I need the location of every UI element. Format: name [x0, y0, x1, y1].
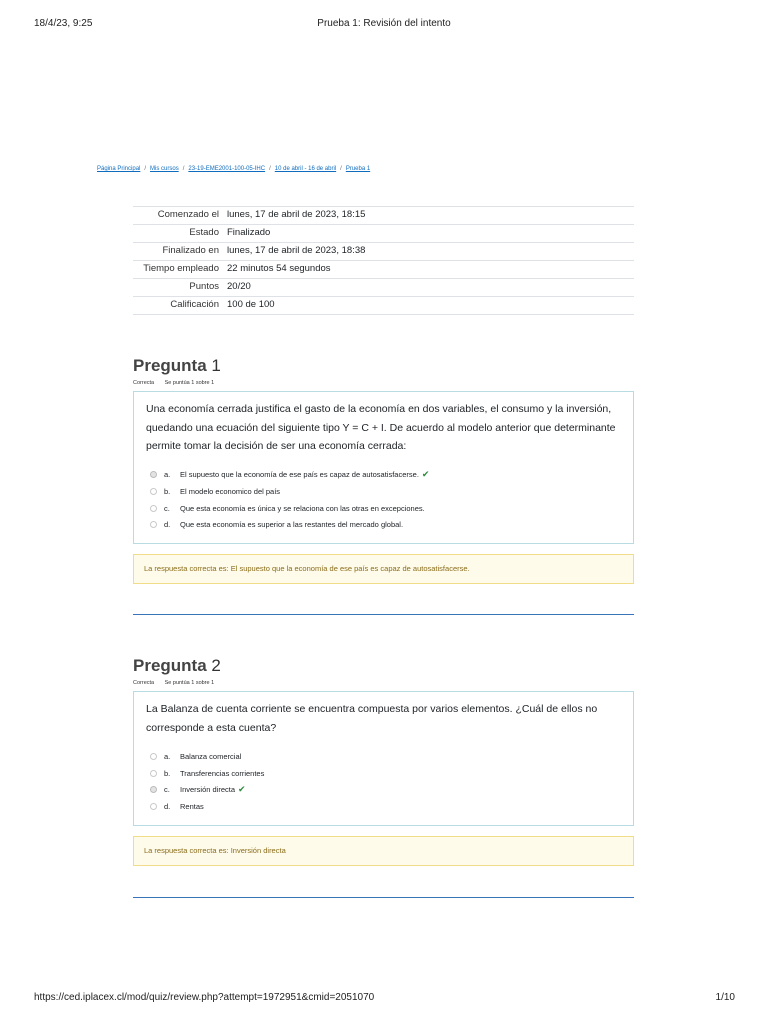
- question-info: [133, 380, 634, 388]
- summary-row: [133, 279, 634, 297]
- option-letter: b.: [164, 487, 171, 497]
- summary-value: 100 de 100: [227, 299, 275, 310]
- answer-option-d[interactable]: [146, 798, 621, 815]
- breadcrumb: [97, 166, 370, 172]
- print-title: Prueba 1: Revisión del intento: [317, 18, 451, 29]
- summary-row: [133, 261, 634, 279]
- breadcrumb-week[interactable]: 10 de abril - 16 de abril: [274, 166, 337, 172]
- question-status: Correcta: [133, 380, 155, 386]
- breadcrumb-separator: /: [144, 166, 147, 172]
- question-grade: Se puntúa 1 sobre 1: [164, 680, 215, 686]
- print-url: https://ced.iplacex.cl/mod/quiz/review.php?attempt=1972951&cmid=2051070: [34, 992, 375, 1003]
- option-text: Rentas: [180, 801, 204, 811]
- question-title: [133, 356, 634, 376]
- radio-icon[interactable]: [150, 505, 157, 512]
- correct-answer-feedback: La respuesta correcta es: El supuesto que la economía de ese país es capaz de autosatisfacerse.: [133, 554, 634, 584]
- option-letter: a.: [164, 470, 171, 480]
- question-title: [133, 656, 634, 676]
- print-page-number: 1/10: [715, 992, 735, 1003]
- option-text: Balanza comercial: [180, 751, 242, 761]
- answer-option-b[interactable]: [146, 765, 621, 782]
- question-box: [133, 691, 634, 826]
- question-divider: [133, 614, 634, 615]
- option-letter: d.: [164, 801, 171, 811]
- question-box: [133, 391, 634, 544]
- question-text: Una economía cerrada justifica el gasto de la economía en dos variables, el consumo y la inversión, quedando una ecuación del siguiente tipo Y = C + I. De acuerdo al modelo anterior que determinante permite tomar la decisión de ser una economía cerrada:: [146, 403, 616, 452]
- question-text: La Balanza de cuenta corriente se encuentra compuesta por varios elementos. ¿Cuál de ellos no corresponde a esta cuenta?: [146, 703, 598, 734]
- option-text: El modelo economico del país: [180, 487, 281, 497]
- option-letter: c.: [164, 503, 170, 513]
- question-1: [133, 356, 634, 584]
- summary-label: Estado: [189, 227, 219, 238]
- summary-label: Tiempo empleado: [143, 263, 219, 274]
- summary-value: Finalizado: [227, 227, 271, 238]
- option-letter: a.: [164, 751, 171, 761]
- option-text: Inversión directa: [180, 785, 236, 795]
- breadcrumb-separator: /: [269, 166, 271, 172]
- question-divider: [133, 897, 634, 898]
- question-status: Correcta: [133, 680, 155, 686]
- question-word: Pregunta: [133, 356, 207, 375]
- radio-icon[interactable]: [150, 753, 157, 760]
- breadcrumb-course[interactable]: 23-19-EME2001-100-05-IHC: [188, 166, 266, 172]
- print-header: [0, 18, 768, 32]
- summary-value: lunes, 17 de abril de 2023, 18:38: [227, 245, 366, 256]
- breadcrumb-home[interactable]: Página Principal: [97, 166, 141, 172]
- radio-icon[interactable]: [150, 786, 157, 793]
- option-text: El supuesto que la economía de ese país es capaz de autosatisfacerse.: [180, 470, 419, 480]
- radio-icon[interactable]: [150, 770, 157, 777]
- answer-option-a[interactable]: [146, 748, 621, 765]
- summary-label: Puntos: [189, 281, 219, 292]
- question-number: 1: [211, 356, 221, 375]
- question-word: Pregunta: [133, 656, 207, 675]
- summary-value: lunes, 17 de abril de 2023, 18:15: [227, 209, 366, 220]
- option-text: Transferencias corrientes: [180, 768, 265, 778]
- check-icon: ✔: [421, 469, 430, 480]
- summary-label: Finalizado en: [162, 245, 219, 256]
- answer-option-b[interactable]: [146, 483, 621, 500]
- summary-value: 22 minutos 54 segundos: [227, 263, 331, 274]
- question-info: [133, 680, 634, 688]
- breadcrumb-separator: /: [182, 166, 185, 172]
- answer-option-a[interactable]: [146, 467, 621, 484]
- radio-icon[interactable]: [150, 471, 157, 478]
- print-footer: [0, 992, 768, 1006]
- summary-row: [133, 297, 634, 315]
- breadcrumb-quiz[interactable]: Prueba 1: [345, 166, 371, 172]
- correct-answer-feedback: La respuesta correcta es: Inversión directa: [133, 836, 634, 866]
- answer-option-c[interactable]: [146, 781, 621, 798]
- question-number: 2: [211, 656, 221, 675]
- radio-icon[interactable]: [150, 803, 157, 810]
- summary-value: 20/20: [227, 281, 251, 292]
- option-text: Que esta economía es superior a las restantes del mercado global.: [180, 520, 404, 530]
- question-grade: Se puntúa 1 sobre 1: [164, 380, 215, 386]
- option-letter: d.: [164, 520, 171, 530]
- print-date: 18/4/23, 9:25: [34, 18, 93, 29]
- radio-icon[interactable]: [150, 488, 157, 495]
- summary-row: [133, 225, 634, 243]
- breadcrumb-separator: /: [340, 166, 342, 172]
- option-text: Que esta economía es única y se relaciona con las otras en excepciones.: [180, 503, 425, 513]
- attempt-summary-table: [133, 206, 634, 315]
- summary-row: [133, 207, 634, 225]
- radio-icon[interactable]: [150, 521, 157, 528]
- check-icon: ✔: [238, 784, 246, 795]
- question-2: [133, 656, 634, 866]
- summary-label: Comenzado el: [157, 209, 219, 220]
- answer-option-d[interactable]: [146, 517, 621, 534]
- breadcrumb-my-courses[interactable]: Mis cursos: [150, 166, 179, 172]
- summary-row: [133, 243, 634, 261]
- option-letter: b.: [164, 768, 171, 778]
- summary-label: Calificación: [170, 299, 219, 310]
- answer-option-c[interactable]: [146, 500, 621, 517]
- option-letter: c.: [164, 785, 170, 795]
